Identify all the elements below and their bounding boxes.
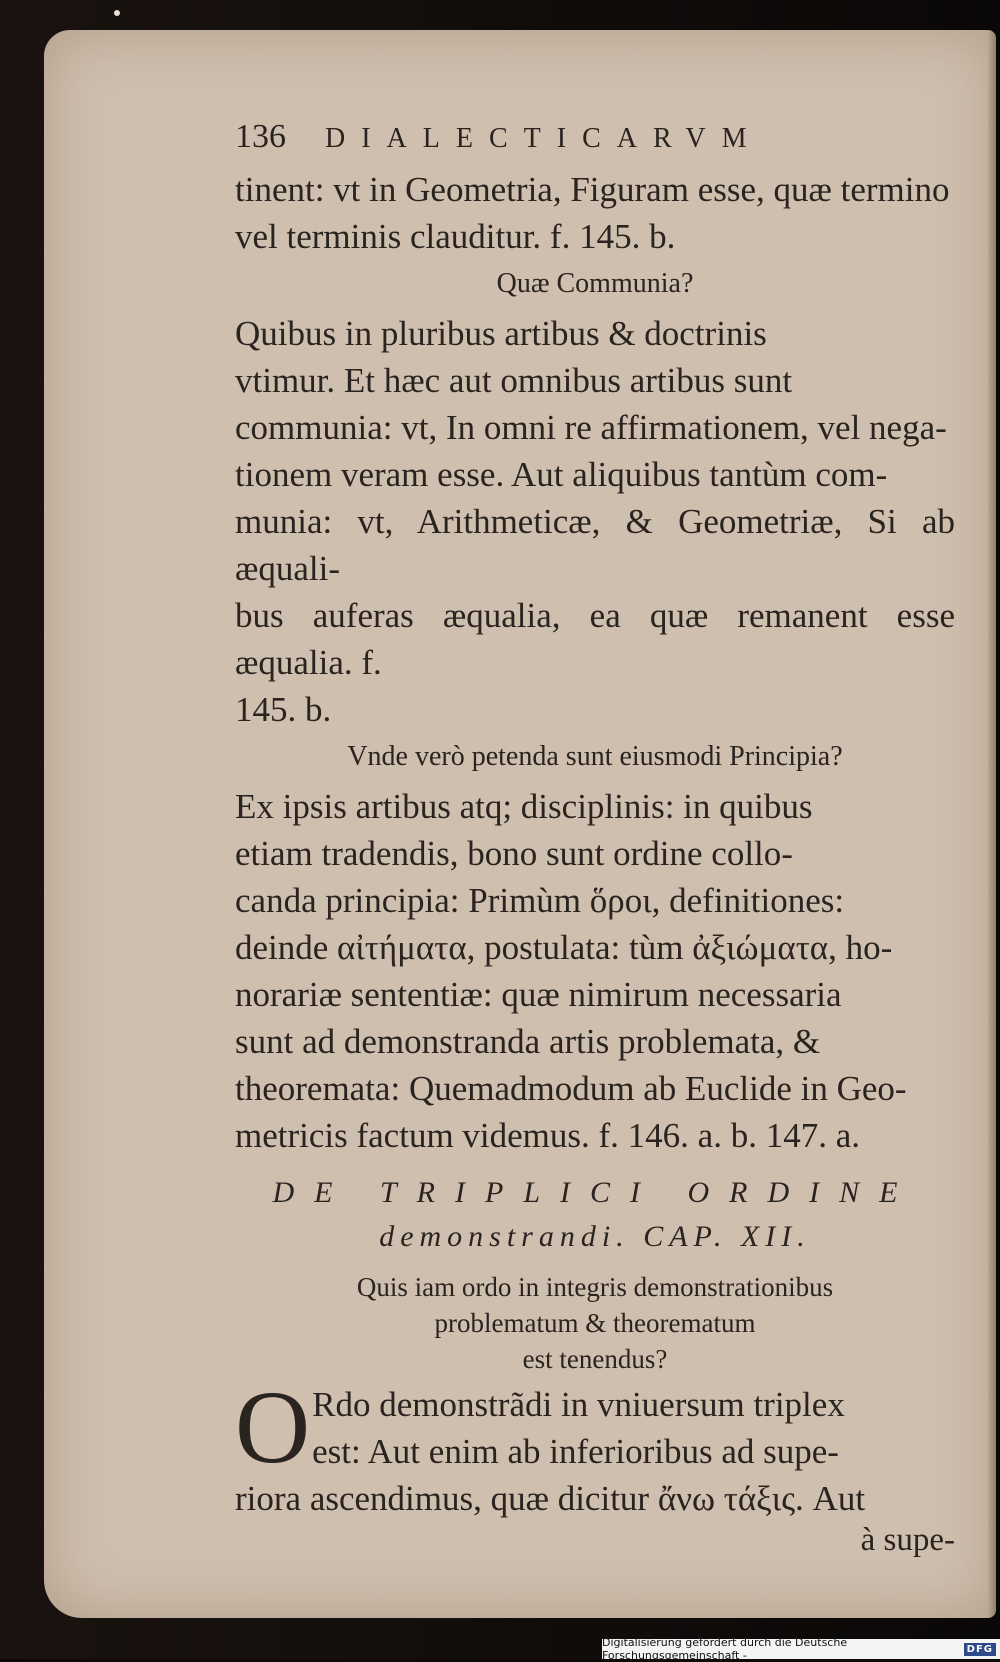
scan-dust-mark xyxy=(114,10,120,16)
running-head xyxy=(235,118,955,166)
text-line: metricis factum videmus. f. 146. a. b. 147. a. xyxy=(235,1116,860,1155)
page-text-block xyxy=(235,118,955,1559)
text-line: munia: vt, Arithmeticæ, & Geometriæ, Si ab æquali- xyxy=(235,502,955,588)
text-line: norariæ sententiæ: quæ nimirum necessaria xyxy=(235,975,842,1014)
text-line: tinent: vt in Geometria, Figuram esse, quæ termino xyxy=(235,170,950,209)
text-line: canda principia: Primùm ὅροι, definitiones: xyxy=(235,881,845,920)
text-line: est: Aut enim ab inferioribus ad supe- xyxy=(312,1432,839,1471)
text-line: tionem veram esse. Aut aliquibus tantùm com- xyxy=(235,455,888,494)
text-line: riora ascendimus, quæ dicitur ἄνω τάξις. Aut xyxy=(235,1479,866,1518)
text-paragraph-1 xyxy=(235,166,955,260)
chapter-title: DE TRIPLICI ORDINE xyxy=(272,1176,918,1209)
text-line: Rdo demonstrãdi in vniuersum triplex xyxy=(312,1385,845,1424)
digitization-footer xyxy=(602,1636,1000,1662)
dropcap-paragraph xyxy=(235,1370,955,1522)
chapter-question xyxy=(235,1269,955,1377)
page-edge xyxy=(988,30,996,1618)
footer-credit-text: Digitalisierung gefördert durch die Deutsche Forschungsgemeinschaft - xyxy=(602,1636,848,1662)
text-paragraph-2 xyxy=(235,310,955,733)
chapter-subtitle: demonstrandi. CAP. XII. xyxy=(379,1220,811,1253)
text-line: Ex ipsis artibus atq; disciplinis: in quibus xyxy=(235,787,813,826)
text-line: Quibus in pluribus artibus & doctrinis xyxy=(235,314,767,353)
catchword: à supe- xyxy=(860,1522,955,1558)
text-paragraph-3 xyxy=(235,783,955,1159)
text-line: etiam tradendis, bono sunt ordine collo- xyxy=(235,834,793,873)
drop-cap-initial: O xyxy=(235,1370,311,1485)
text-line: sunt ad demonstranda artis problemata, & xyxy=(235,1022,821,1061)
running-title: DIALECTICARVM xyxy=(325,123,763,154)
text-line: theoremata: Quemadmodum ab Euclide in Geo- xyxy=(235,1069,907,1108)
dfg-logo-icon: DFG xyxy=(964,1643,996,1656)
page-number: 136 xyxy=(235,118,286,155)
text-line: 145. b. xyxy=(235,690,332,729)
text-line: bus auferas æqualia, ea quæ remanent esse æqualia. f. xyxy=(235,596,955,682)
question-line: problematum & theorematum xyxy=(434,1308,756,1338)
text-line: vel terminis clauditur. f. 145. b. xyxy=(235,217,676,256)
text-line: communia: vt, In omni re affirmationem, vel nega- xyxy=(235,408,947,447)
question-heading: Vnde verò petenda sunt eiusmodi Principia? xyxy=(347,741,843,772)
question-line: Quis iam ordo in integris demonstrationibus xyxy=(356,1272,834,1302)
text-line: deinde αἰτήματα, postulata: tùm ἀξιώματα, ho- xyxy=(235,928,893,967)
question-line: est tenendus? xyxy=(522,1344,668,1374)
text-line: vtimur. Et hæc aut omnibus artibus sunt xyxy=(235,361,793,400)
question-heading: Quæ Communia? xyxy=(496,268,694,299)
